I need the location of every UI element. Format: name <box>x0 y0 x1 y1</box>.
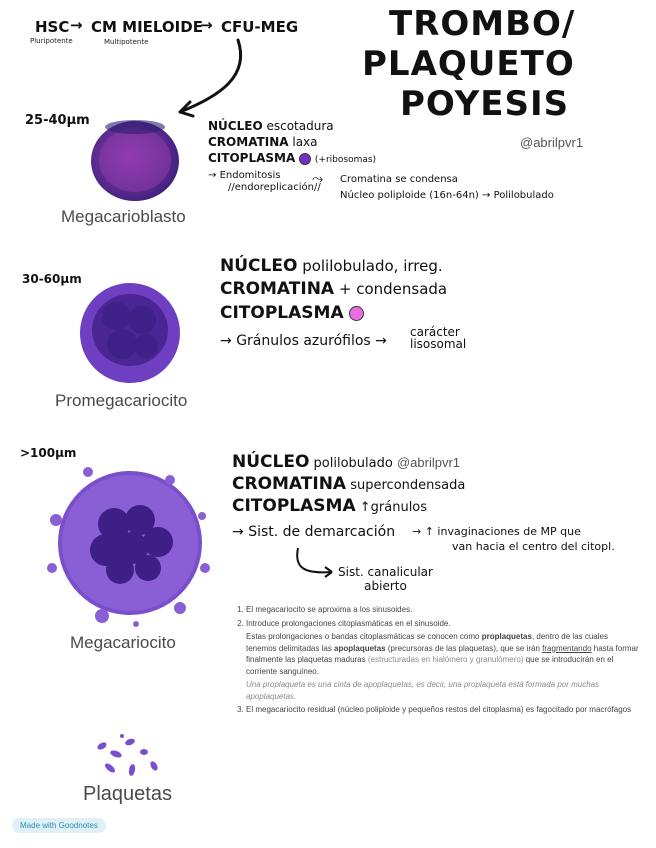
caracter-line1: carácter <box>410 325 460 339</box>
endomitosis-note <box>208 170 324 194</box>
hsc-sub: Pluripotente <box>30 37 73 45</box>
stage2-name: Promegacariocito <box>55 391 188 410</box>
stage3-size: >100µm <box>20 446 77 460</box>
endo-line2: //endoreplicación// <box>228 182 321 193</box>
result-polilobulado: Polilobulado <box>493 190 554 201</box>
stage3-notes <box>232 452 465 518</box>
arrow-icon: → <box>232 524 249 540</box>
cromatina-key: CROMATINA <box>220 279 335 299</box>
megacariocito-cell <box>40 458 220 628</box>
result-condensa: Cromatina se condensa <box>340 174 458 185</box>
nucleo-val: polilobulado <box>313 456 393 471</box>
cm-sub: Multipotente <box>104 38 149 46</box>
caracter-line2: lisosomal <box>410 337 467 351</box>
curly-arrow-icon: ⤳ <box>312 171 324 187</box>
stage2-notes <box>220 255 447 325</box>
sist-demarcacion-note <box>232 524 395 540</box>
cromatina-val: laxa <box>292 135 318 149</box>
canalicular-note <box>338 565 433 593</box>
citoplasma-key: CITOPLASMA <box>232 496 356 516</box>
plaquetas-label: Plaquetas <box>83 783 172 805</box>
canal-line2: abierto <box>364 579 407 593</box>
arrow-icon: → <box>208 170 220 181</box>
curved-arrow-icon <box>160 36 260 126</box>
hsc-label: HSC <box>35 18 70 36</box>
cm-label: CM MIELOIDE <box>91 18 203 36</box>
author-handle: @abrilpvr1 <box>396 455 461 470</box>
step-1: 1. El megacariocito se aproxima a los sinusoides. <box>246 604 640 616</box>
cromatina-val: supercondensada <box>350 478 466 493</box>
stage2-size: 30-60µm <box>22 272 82 286</box>
citoplasma-val: (+ribosomas) <box>314 155 377 165</box>
steps-list <box>228 604 640 718</box>
purple-dot-icon <box>299 153 311 165</box>
arrow-icon: → <box>200 16 213 34</box>
title-line2: PLAQUETO <box>362 44 575 84</box>
nucleo-key: NÚCLEO <box>208 119 263 133</box>
author-handle: @abrilpvr1 <box>520 135 584 150</box>
stage1-size: 25-40µm <box>25 113 90 128</box>
cromatina-val: + condensada <box>338 280 448 298</box>
step-2-note: Una proplaqueta es una cinta de apoplaquetas, es decir, una proplaqueta está formada por muchas apoplaquetas. <box>246 680 600 701</box>
megacarioblasto-cell <box>88 118 182 204</box>
sist-demarcacion: Sist. de demarcación <box>248 524 396 540</box>
arrow-icon: → <box>220 333 237 349</box>
nucleo-key: NÚCLEO <box>220 256 298 276</box>
canal-line1: Sist. canalicular <box>338 565 433 579</box>
cromatina-key: CROMATINA <box>232 474 347 494</box>
citoplasma-key: CITOPLASMA <box>220 303 344 323</box>
citoplasma-key: CITOPLASMA <box>208 151 296 165</box>
arrow-icon: → <box>370 333 387 349</box>
endo-line1: Endomitosis <box>219 170 281 181</box>
granulos-note <box>220 333 387 349</box>
invag-line1: ↑ invaginaciones de MP que <box>424 525 581 538</box>
pink-dot-icon <box>349 306 364 321</box>
stage3-name: Megacariocito <box>70 633 176 652</box>
arrow-icon: → <box>70 16 83 34</box>
promegacariocito-cell <box>76 278 184 388</box>
down-right-arrow-icon <box>290 546 340 580</box>
step-2: 2. Introduce prolongaciones citoplasmáticas en el sinusoide. Estas prolongaciones o bandas citoplasmáticas se conocen como proplaquetas, dentro de las cuales tenemos delimitadas las apoplaquetas (precursoras de las plaquetas), que se irán fragmentando hasta formar finalmente las plaquetas maduras (estructuradas en hialómero y granulómero) que se introducirán en el corriente sanguíneo. Una proplaqueta es una cinta de apoplaquetas, es decir, una proplaqueta está formada por muchas apoplaquetas. <box>246 618 640 703</box>
result-poliploide: Núcleo poliploide (16n-64n) <box>340 190 479 201</box>
nucleo-val: polilobulado, irreg. <box>302 257 443 275</box>
granulos-label: Gránulos azurófilos <box>236 333 371 349</box>
step-2-paragraph: Estas prolongaciones o bandas citoplasmáticas se conocen como proplaquetas, dentro de las cuales tenemos delimitadas las apoplaquetas (precursoras de las plaquetas), que se irán fragmentando hasta formar finalmente las plaquetas maduras (estructuradas en hialómero y granulómero) que se introducirán en el corriente sanguíneo. <box>246 632 639 676</box>
plaquetas-drawing <box>92 732 172 780</box>
arrow-icon: → <box>412 525 425 538</box>
nucleo-val: escotadura <box>266 119 334 133</box>
cfu-label: CFU-MEG <box>221 18 299 36</box>
invaginaciones-note <box>412 524 615 554</box>
stage1-result: Cromatina se condensa Núcleo poliploide (16n-64n) → Polilobulado <box>340 174 554 201</box>
step-3: 3. El megacariocito residual (núcleo poliploide y pequeños restos del citoplasma) es fagocitado por macrófagos <box>246 704 640 716</box>
goodnotes-badge[interactable]: Made with Goodnotes <box>12 818 106 833</box>
title-line1: TROMBO/ <box>389 4 576 44</box>
title-line3: POYESIS <box>400 84 570 124</box>
invag-line2: van hacia el centro del citopl. <box>452 540 615 553</box>
stage1-notes <box>208 118 376 168</box>
nucleo-key: NÚCLEO <box>232 452 310 472</box>
caracter-note <box>410 326 466 350</box>
citoplasma-val: ↑gránulos <box>359 500 428 515</box>
cromatina-key: CROMATINA <box>208 135 289 149</box>
stage1-name: Megacarioblasto <box>61 207 186 226</box>
